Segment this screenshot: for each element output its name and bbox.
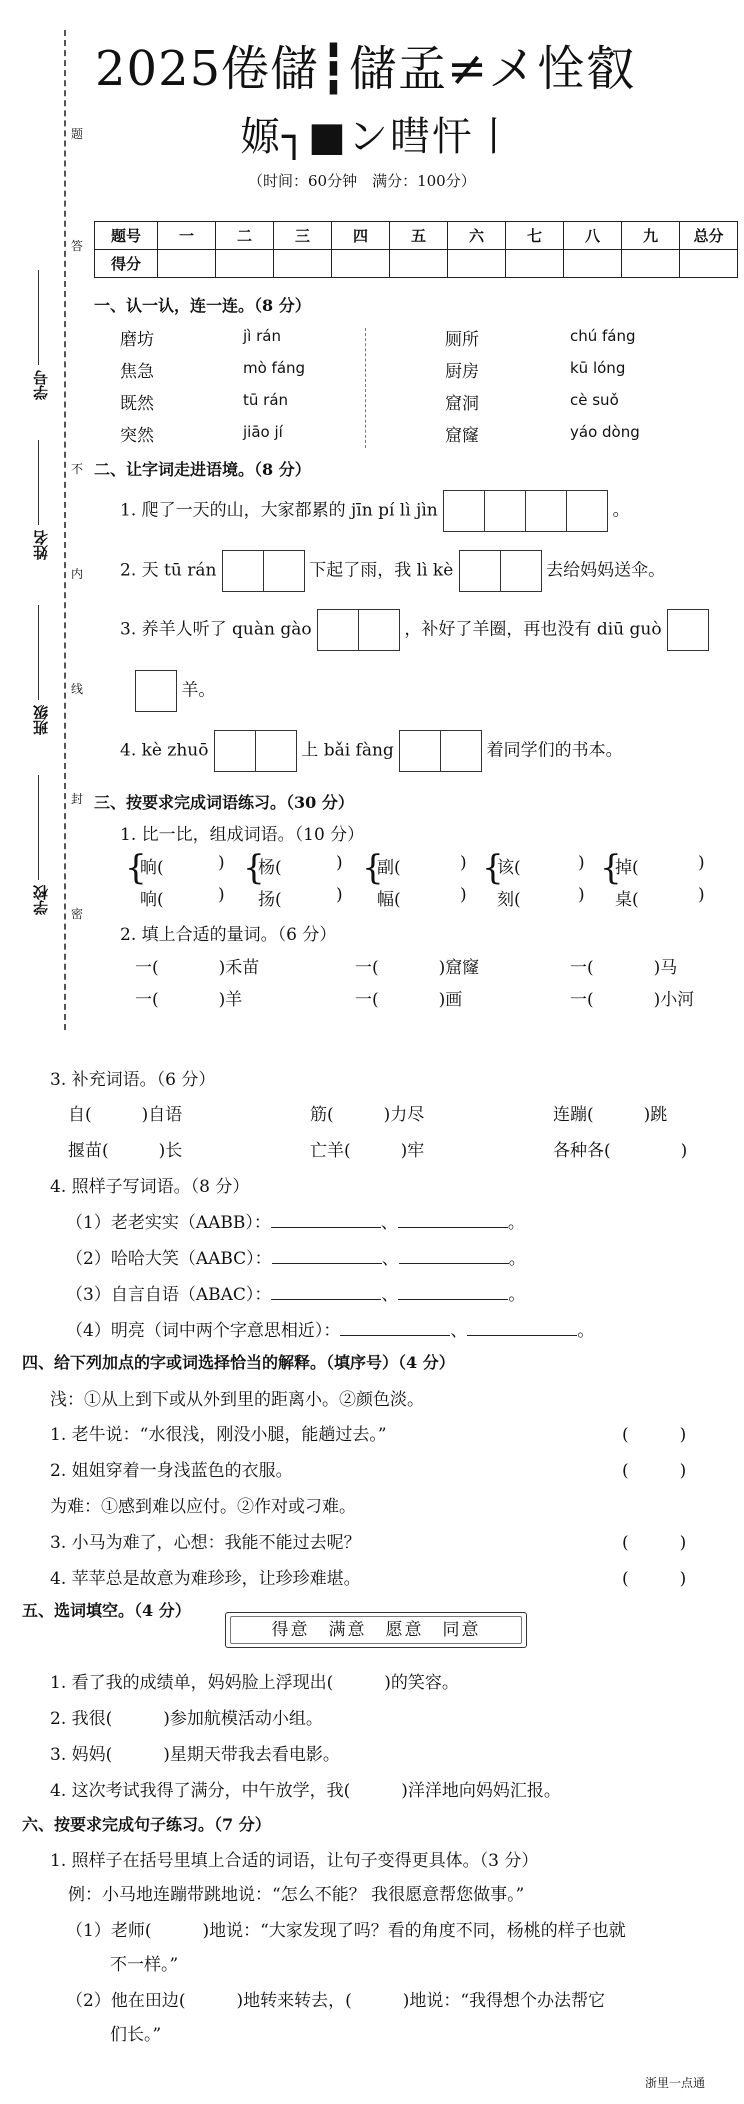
question-text: 。	[612, 500, 630, 521]
measure-word[interactable]: 一( )禾苗	[135, 958, 260, 978]
section-1-title: 一、认一认，连一连。（8 分）	[94, 296, 311, 315]
question	[120, 609, 708, 651]
question-text: 上 bǎi fàng	[301, 740, 394, 761]
pair-word: 杨(	[258, 858, 282, 878]
question: 不一样。”	[110, 1955, 179, 1975]
question	[120, 550, 665, 592]
writing-grid[interactable]	[667, 609, 708, 651]
question-text: 去给妈妈送伞。	[546, 560, 666, 581]
score-cell[interactable]	[158, 250, 216, 278]
page-subtitle: 嫄┐■ン暳忓丨	[240, 114, 516, 160]
paren-close[interactable]: )	[698, 885, 705, 905]
table-cell: 得分	[95, 250, 158, 278]
table-cell: 一	[158, 222, 216, 250]
answer-paren[interactable]: ( )	[622, 1569, 687, 1589]
exam-meta: （时间：60分钟 满分：100分）	[248, 172, 476, 190]
student-number-line[interactable]	[38, 270, 39, 365]
word: 突然	[120, 426, 154, 446]
score-cell[interactable]	[564, 250, 622, 278]
pinyin: kū lóng	[570, 359, 626, 377]
paren-close[interactable]: )	[460, 885, 467, 905]
question: 2. 姐姐穿着一身浅蓝色的衣服。	[50, 1461, 293, 1481]
example-line: （2）哈哈大笑（AABC）： 、 。	[66, 1249, 526, 1269]
table-cell: 题号	[95, 222, 158, 250]
question: 1. 老牛说：“水很浅，刚没小腿，能趟过去。”	[50, 1425, 387, 1445]
brace: {	[600, 848, 622, 888]
answer-blank[interactable]	[398, 1285, 508, 1300]
question	[135, 670, 215, 712]
brace: {	[125, 848, 147, 888]
question-text: 下起了雨，我 lì kè	[309, 560, 454, 581]
score-cell[interactable]	[274, 250, 332, 278]
page-title: 2025倦儲┇儲孟≠メ恮叡	[95, 41, 636, 97]
student-number-label: 学号	[32, 370, 50, 400]
question: 4. 这次考试我得了满分，中午放学，我( )洋洋地向妈妈汇报。	[50, 1781, 561, 1801]
divider	[365, 328, 366, 448]
class-label: 班级	[32, 705, 50, 735]
writing-grid[interactable]	[399, 730, 481, 772]
answer-blank[interactable]	[271, 1213, 381, 1228]
question-text: ，补好了羊圈，再也没有 diū guò	[404, 619, 662, 640]
word: 窟窿	[445, 426, 479, 446]
answer-blank[interactable]	[467, 1321, 577, 1336]
question: 1. 看了我的成绩单，妈妈脸上浮现出( )的笑容。	[50, 1673, 459, 1693]
table-cell: 三	[274, 222, 332, 250]
word: 窟洞	[445, 394, 479, 414]
answer-blank[interactable]	[398, 1213, 508, 1228]
table-cell: 六	[448, 222, 506, 250]
word: 厨房	[445, 362, 479, 382]
subquestion: 3. 补充词语。（6 分）	[50, 1070, 216, 1090]
word: 既然	[120, 394, 154, 414]
writing-grid[interactable]	[135, 670, 176, 712]
measure-word[interactable]: 一( )羊	[135, 990, 243, 1010]
score-cell[interactable]	[216, 250, 274, 278]
paren-close[interactable]: )	[460, 853, 467, 873]
binding-char: 线	[70, 682, 83, 696]
section-2-title: 二、让字词走进语境。（8 分）	[94, 460, 311, 479]
paren-close[interactable]: )	[218, 853, 225, 873]
subquestion: 1. 比一比，组成词语。（10 分）	[120, 825, 365, 845]
answer-paren[interactable]: ( )	[622, 1533, 687, 1553]
pair-word: 扬(	[258, 890, 282, 910]
pair-word: 该(	[497, 858, 521, 878]
paren-close[interactable]: )	[578, 853, 585, 873]
writing-grid[interactable]	[317, 609, 399, 651]
paren-close[interactable]: )	[336, 853, 343, 873]
example-line: （1）老老实实（AABB）： 、 。	[66, 1213, 525, 1233]
question: 2. 我很( )参加航模活动小组。	[50, 1709, 323, 1729]
writing-grid[interactable]	[214, 730, 296, 772]
word-bank: 得意 满意 愿意 同意	[225, 1612, 527, 1648]
fill-word[interactable]: 连蹦( )跳	[553, 1105, 668, 1125]
measure-word[interactable]: 一( )窟窿	[355, 958, 480, 978]
fill-word[interactable]: 亡羊( )牢	[310, 1141, 425, 1161]
fill-word[interactable]: 自( )自语	[68, 1105, 183, 1125]
table-cell: 八	[564, 222, 622, 250]
answer-blank[interactable]	[272, 1249, 382, 1264]
pinyin: chú fáng	[570, 327, 636, 345]
score-cell[interactable]	[390, 250, 448, 278]
brace: {	[243, 848, 265, 888]
fill-word[interactable]: 揠苗( )长	[68, 1141, 183, 1161]
binding-char: 答	[70, 239, 83, 253]
brace: {	[482, 848, 504, 888]
question: 1. 照样子在括号里填上合适的词语，让句子变得更具体。（3 分）	[50, 1851, 539, 1871]
word: 磨坊	[120, 330, 154, 350]
section-6-title: 六、按要求完成句子练习。（7 分）	[22, 1815, 271, 1834]
pair-word: 晌(	[140, 858, 164, 878]
definition: 浅：①从上到下或从外到里的距离小。②颜色淡。	[50, 1390, 424, 1410]
question-text: 着同学们的书本。	[486, 740, 623, 761]
section-4-title: 四、给下列加点的字或词选择恰当的解释。（填序号）（4 分）	[22, 1353, 455, 1372]
name-label: 姓名	[32, 530, 50, 560]
school-label: 学校	[32, 885, 50, 915]
answer-blank[interactable]	[271, 1285, 381, 1300]
pinyin: cè suǒ	[570, 391, 619, 409]
score-cell[interactable]	[680, 250, 738, 278]
pair-word: 掉(	[615, 858, 639, 878]
word: 厕所	[445, 330, 479, 350]
question	[120, 490, 630, 532]
pinyin: jiāo jí	[243, 423, 283, 441]
binding-char: 题	[70, 127, 83, 141]
writing-grid[interactable]	[222, 550, 304, 592]
section-5-title: 五、选词填空。（4 分）	[22, 1601, 191, 1620]
score-cell[interactable]	[448, 250, 506, 278]
table-cell: 七	[506, 222, 564, 250]
word: 焦急	[120, 362, 154, 382]
definition: 为难：①感到难以应付。②作对或刁难。	[50, 1497, 356, 1517]
name-line[interactable]	[38, 440, 39, 525]
example-line: （3）自言自语（ABAC）： 、 。	[66, 1285, 526, 1305]
brace: {	[362, 848, 384, 888]
score-header-row	[95, 222, 738, 250]
question-text: 1. 爬了一天的山，大家都累的 jīn pí lì jìn	[120, 500, 438, 521]
section-3-title: 三、按要求完成词语练习。（30 分）	[94, 793, 354, 812]
pair-word: 响(	[140, 890, 164, 910]
fill-word[interactable]: 各种各( )	[553, 1141, 688, 1161]
example: 例：小马地连蹦带跳地说：“怎么不能？ 我很愿意帮您做事。”	[68, 1885, 525, 1905]
answer-blank[interactable]	[399, 1249, 509, 1264]
question: 3. 妈妈( )星期天带我去看电影。	[50, 1745, 340, 1765]
pinyin: jì rán	[243, 327, 281, 345]
measure-word[interactable]: 一( )小河	[570, 990, 695, 1010]
fill-word[interactable]: 筋( )力尽	[310, 1105, 425, 1125]
measure-word[interactable]: 一( )马	[570, 958, 678, 978]
pair-word: 刻(	[497, 890, 521, 910]
question: （1）老师( )地说：“大家发现了吗？看的角度不同，杨桃的样子也就	[66, 1921, 626, 1941]
binding-char: 内	[70, 567, 83, 581]
table-cell: 九	[622, 222, 680, 250]
score-row	[95, 250, 738, 278]
class-line[interactable]	[38, 605, 39, 700]
binding-char: 不	[70, 462, 83, 476]
question-text: 3. 养羊人听了 quàn gào	[120, 619, 312, 640]
score-table	[94, 221, 738, 278]
paren-close[interactable]: )	[336, 885, 343, 905]
binding-char: 封	[70, 792, 83, 806]
measure-word[interactable]: 一( )画	[355, 990, 463, 1010]
question: （2）他在田边( )地转来转去，( )地说：“我得想个办法帮它	[66, 1991, 606, 2011]
answer-paren[interactable]: ( )	[622, 1425, 687, 1445]
question-text: 4. kè zhuō	[120, 740, 209, 761]
answer-blank[interactable]	[340, 1321, 450, 1336]
question: 3. 小马为难了，心想：我能不能过去呢？	[50, 1533, 361, 1553]
table-cell: 五	[390, 222, 448, 250]
example-line: （4）明亮（词中两个字意思相近）： 、 。	[66, 1321, 595, 1341]
score-cell[interactable]	[506, 250, 564, 278]
pair-word: 桌(	[615, 890, 639, 910]
writing-grid[interactable]	[443, 490, 607, 532]
footer-brand: 浙里一点通	[645, 2076, 706, 2090]
question-text: 羊。	[181, 680, 216, 701]
question-text: 2. 天 tū rán	[120, 560, 217, 581]
school-line[interactable]	[38, 775, 39, 880]
binding-char: 密	[70, 907, 83, 921]
pinyin: yáo dòng	[570, 423, 640, 441]
pair-word: 副(	[377, 858, 401, 878]
paren-close[interactable]: )	[218, 885, 225, 905]
writing-grid[interactable]	[459, 550, 541, 592]
question: 4. 苹苹总是故意为难珍珍，让珍珍难堪。	[50, 1569, 361, 1589]
table-cell: 总分	[680, 222, 738, 250]
pinyin: tū rán	[243, 391, 289, 409]
pair-word: 幅(	[377, 890, 401, 910]
table-cell: 二	[216, 222, 274, 250]
subquestion: 2. 填上合适的量词。（6 分）	[120, 925, 337, 945]
question: 们长。”	[110, 2025, 162, 2045]
paren-close[interactable]: )	[578, 885, 585, 905]
subquestion: 4. 照样子写词语。（8 分）	[50, 1177, 250, 1197]
pinyin: mò fáng	[243, 359, 306, 377]
question	[120, 730, 623, 772]
table-cell: 四	[332, 222, 390, 250]
score-cell[interactable]	[622, 250, 680, 278]
score-cell[interactable]	[332, 250, 390, 278]
paren-close[interactable]: )	[698, 853, 705, 873]
binding-line	[64, 30, 66, 1030]
answer-paren[interactable]: ( )	[622, 1461, 687, 1481]
